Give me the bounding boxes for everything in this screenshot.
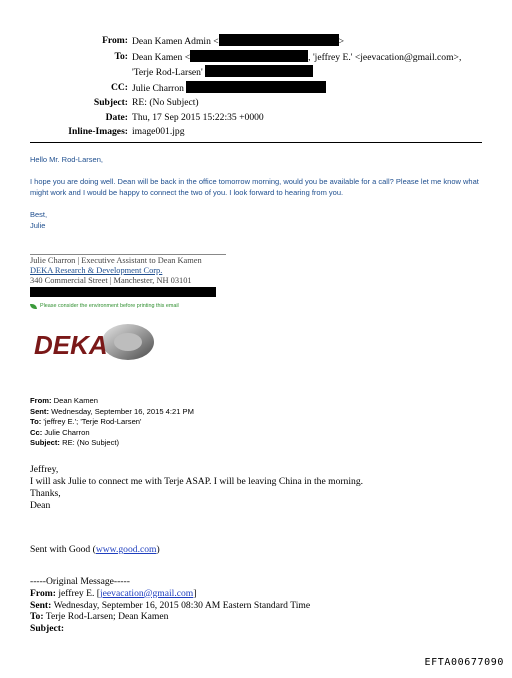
cc-value: Julie Charron [132, 82, 184, 94]
fwd-cc-label: Cc: [30, 427, 43, 437]
subject-value: RE: (No Subject) [132, 97, 199, 108]
signature-divider [30, 254, 226, 255]
reply-greeting: Hello Mr. Rod-Larsen, [30, 155, 103, 164]
to-value-b: , 'jeffrey E.' <jeevacation@gmail.com>, 'Terje Rod-Larsen' [132, 51, 462, 78]
fwd-from-value: Dean Kamen [53, 396, 98, 405]
email-link[interactable]: jeevacation@gmail.com [99, 587, 194, 599]
signature-title: Julie Charron | Executive Assistant to Dean Kamen [30, 256, 202, 265]
inline-images-value: image001.jpg [132, 126, 185, 137]
signature [30, 256, 216, 298]
header-to-row [0, 50, 512, 81]
redaction-box [186, 81, 326, 93]
original-divider: -----Original Message----- [30, 576, 130, 587]
orig-subject-label: Subject: [30, 623, 65, 635]
fwd-subject-value: RE: (No Subject) [62, 438, 120, 447]
date-value: Thu, 17 Sep 2015 15:22:35 +0000 [132, 111, 264, 123]
fwd-sent-value: Wednesday, September 16, 2015 4:21 PM [51, 406, 194, 416]
reply-name: Julie [30, 221, 46, 230]
message-name: Dean [30, 500, 51, 511]
header-images-row [0, 125, 512, 140]
header-divider [30, 142, 482, 143]
logo-disc-hub [114, 333, 142, 351]
from-value: Dean Kamen Admin < [132, 36, 219, 47]
email-header [0, 34, 512, 140]
fwd-sent-label: Sent: [30, 406, 49, 416]
fwd-to-value: 'jeffrey E.'; 'Terje Rod-Larsen' [43, 417, 142, 426]
subject-label: Subject: [93, 97, 128, 108]
orig-sent-value: Wednesday, September 16, 2015 08:30 AM Eastern Standard Time [53, 599, 311, 611]
fwd-from-label: From: [30, 396, 52, 405]
company-link[interactable]: DEKA Research & Development Corp. [30, 266, 163, 276]
leaf-icon [30, 304, 37, 309]
environment-note: Please consider the environment before printing this email [30, 303, 179, 309]
fwd-cc-value: Julie Charron [44, 427, 90, 437]
sent-with-line: Sent with Good (www.good.com) [30, 544, 160, 555]
orig-to-value: Terje Rod-Larsen; Dean Kamen [45, 611, 169, 623]
to-label: To: [114, 50, 128, 62]
reply-closing: Best, [30, 210, 48, 219]
cc-label: CC: [110, 81, 128, 93]
orig-sent-label: Sent: [30, 599, 52, 611]
from-label: From: [102, 35, 128, 46]
to-value-a: Dean Kamen < [132, 51, 191, 63]
deka-logo [28, 322, 158, 366]
forward-header [30, 396, 194, 449]
bates-number: EFTA00677090 [424, 657, 504, 668]
message-thanks: Thanks, [30, 488, 61, 499]
reply-body: I hope you are doing well. Dean will be back in the office tomorrow morning, would you be available for a call? Please let me know what might work and I would be happy to connect the two of you. I look forward to hearing from you. [30, 177, 479, 197]
inline-images-label: Inline-Images: [68, 126, 128, 137]
original-message: -----Original Message----- From: jeffrey E. [jeevacation@gmail.com] Sent: Wednesday, September 16, 2015 08:30 AM Eastern Standard Time To: Terje Rod-Larsen; Dean Kamen Subject: [30, 576, 311, 635]
header-from-row [0, 34, 512, 50]
message-body: I will ask Julie to connect me with Terje ASAP. I will be leaving China in the morning. [30, 476, 364, 487]
header-cc-row [0, 81, 512, 97]
logo-wordmark: DEKA [34, 330, 108, 360]
good-link[interactable]: www.good.com [95, 544, 157, 555]
fwd-subject-label: Subject: [30, 438, 60, 447]
from-tail: > [338, 36, 345, 47]
fwd-to-label: To: [30, 417, 42, 426]
date-label: Date: [105, 111, 128, 123]
redaction-box [190, 50, 308, 62]
redaction-box [219, 34, 339, 46]
signature-address: 340 Commercial Street | Manchester, NH 03101 [30, 276, 192, 286]
header-date-row [0, 111, 512, 126]
header-subject-row [0, 96, 512, 111]
redaction-box [30, 287, 216, 297]
orig-to-label: To: [30, 611, 44, 623]
redaction-box [205, 65, 313, 77]
orig-from-label: From: [30, 587, 56, 599]
message-salutation: Jeffrey, [30, 464, 59, 475]
